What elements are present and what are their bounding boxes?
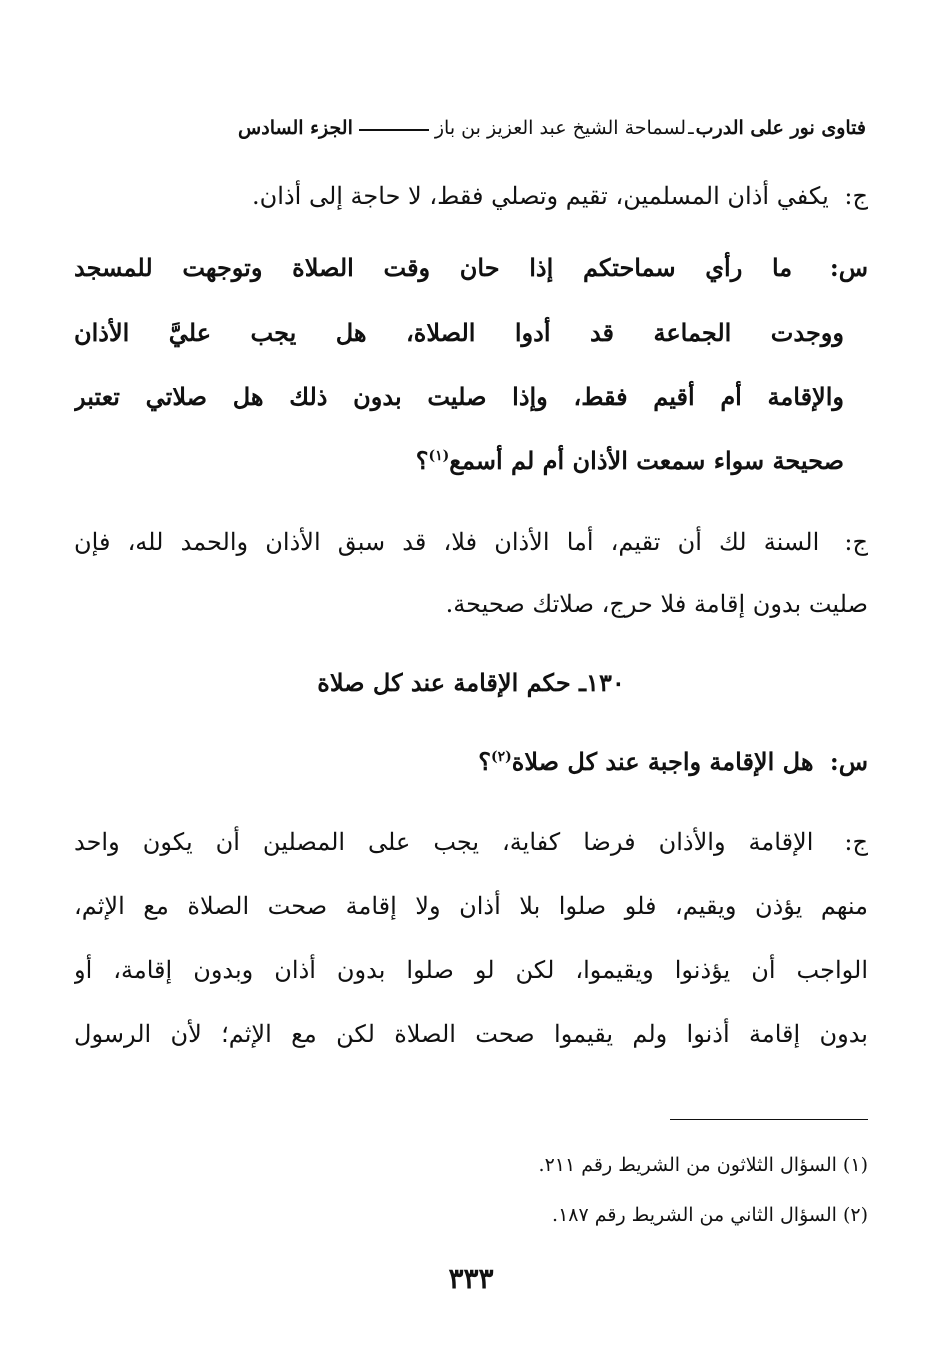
qa3-answer-line-1 — [74, 822, 868, 870]
section-heading: ١٣٠ـ حكم الإقامة عند كل صلاة — [317, 668, 625, 697]
footnote-ref: (٢) — [490, 749, 512, 765]
qa2-answer-line-1 — [74, 522, 868, 570]
question-text: صحيحة سواء سمعت الأذان أم لم أسمع — [449, 446, 844, 475]
header-part: الجزء السادس — [238, 117, 353, 139]
answer-text: السنة لك أن تقيم، أما الأذان فلا، قد سبق الأذان والحمد لله، فإن — [74, 528, 820, 556]
header-separator: ـ — [688, 117, 694, 139]
answer-label: ج: — [844, 828, 868, 856]
footnote-2: (٢) السؤال الثاني من الشريط رقم ١٨٧. — [552, 1204, 868, 1226]
qa1-answer — [74, 176, 868, 224]
qa3-answer-line-4 — [74, 1014, 868, 1062]
question-text: ووجدت الجماعة قد أدوا الصلاة، هل يجب عليَّ الأذان — [74, 318, 844, 347]
question-text: والإقامة أم أقيم فقط، وإذا صليت بدون ذلك هل صلاتي تعتبر — [74, 382, 844, 411]
running-header — [76, 108, 866, 148]
answer-text: يكفي أذان المسلمين، تقيم وتصلي فقط، لا حاجة إلى أذان. — [252, 182, 829, 210]
answer-text: الواجب أن يؤذنوا ويقيموا، لكن لو صلوا بدون أذان وبدون إقامة، أو — [74, 956, 868, 984]
footnote-ref: (١) — [428, 448, 450, 464]
qa3-question — [74, 742, 868, 790]
question-end: ؟ — [415, 446, 429, 475]
qa2-question-line-2 — [74, 313, 844, 361]
qa3-answer-line-3 — [74, 950, 868, 998]
question-label: س: — [829, 747, 868, 776]
question-label: س: — [829, 253, 868, 282]
answer-label: ج: — [844, 182, 868, 210]
qa2-question-line-3 — [74, 377, 844, 425]
header-dash-rule — [359, 129, 429, 131]
answer-text: بدون إقامة أذنوا ولم يقيموا صحت الصلاة لكن مع الإثم؛ لأن الرسول — [74, 1020, 868, 1048]
header-book-title: فتاوى نور على الدرب — [695, 117, 866, 139]
question-text: هل الإقامة واجبة عند كل صلاة — [511, 747, 814, 776]
answer-text: الإقامة والأذان فرضا كفاية، يجب على المصلين أن يكون واحد — [74, 828, 814, 856]
answer-text: صليت بدون إقامة فلا حرج، صلاتك صحيحة. — [445, 590, 868, 618]
header-author: لسماحة الشيخ عبد العزيز بن باز — [434, 117, 687, 139]
footnote-1: (١) السؤال الثلاثون من الشريط رقم ٢١١. — [538, 1154, 868, 1176]
answer-label: ج: — [844, 528, 868, 556]
footnote-divider — [670, 1119, 868, 1120]
qa2-question-line-4 — [74, 441, 844, 489]
qa2-answer-line-2 — [74, 584, 868, 632]
qa3-answer-line-2 — [74, 886, 868, 934]
qa2-question-line-1 — [74, 248, 868, 296]
question-text: ما رأي سماحتكم إذا حان وقت الصلاة وتوجهت للمسجد — [74, 253, 793, 282]
page-number: ٣٣٣ — [448, 1262, 494, 1295]
answer-text: منهم يؤذن ويقيم، فلو صلوا بلا أذان ولا إقامة صحت الصلاة مع الإثم، — [74, 892, 868, 920]
question-end: ؟ — [478, 747, 491, 776]
